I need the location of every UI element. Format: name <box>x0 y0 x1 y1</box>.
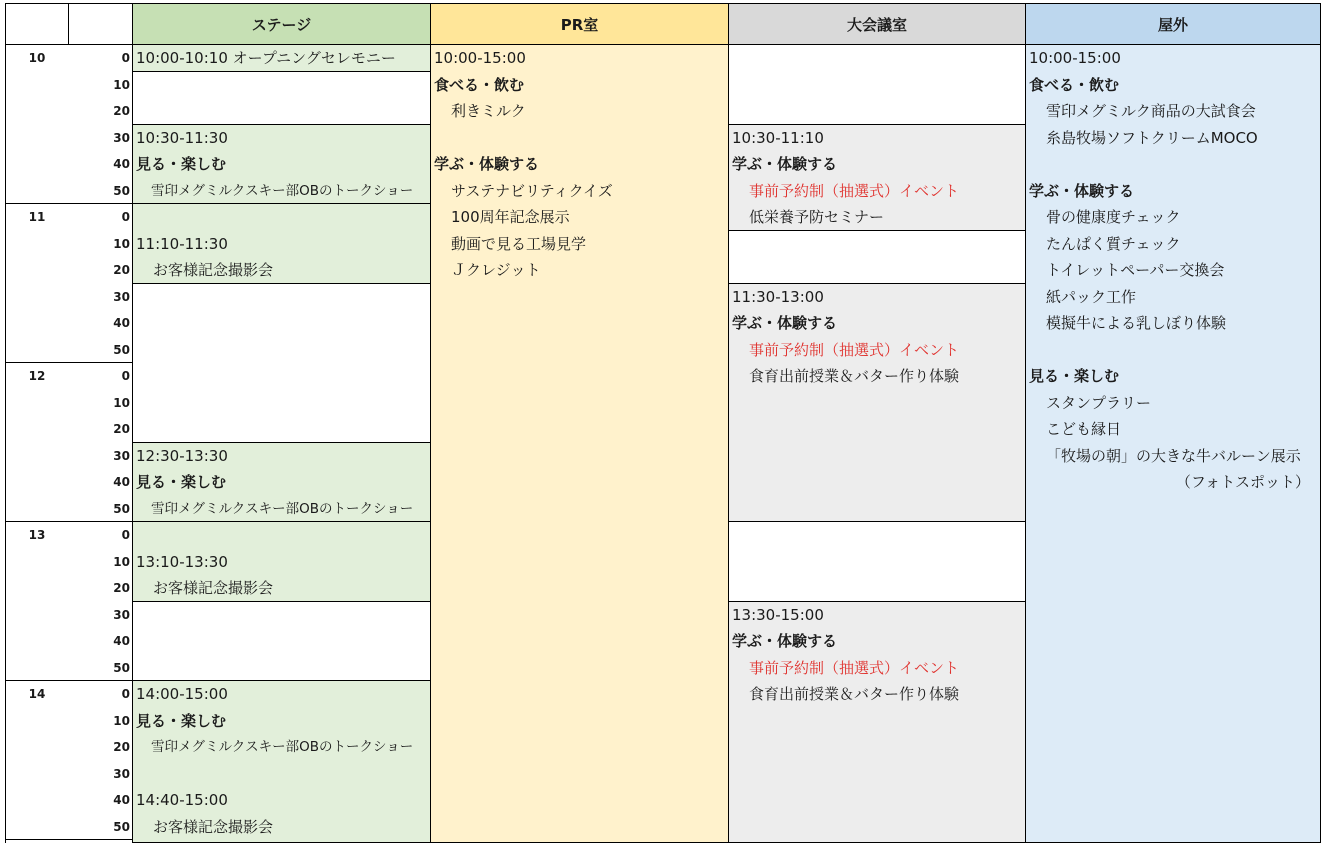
outdoor-learn-item-1: 骨の健康度チェック <box>1046 208 1181 226</box>
pr-time: 10:00-15:00 <box>434 49 526 67</box>
hour-label: 13 <box>5 522 69 681</box>
conf-2-category: 学ぶ・体験する <box>732 314 838 332</box>
outdoor-block <box>1026 45 1321 843</box>
stage-block-talk-2 <box>133 443 431 523</box>
outdoor-learn-item-4: 紙パック工作 <box>1046 287 1137 306</box>
stage-final-time: 14:00-15:00 <box>136 685 228 703</box>
outdoor-category-enjoy: 見る・楽しむ <box>1029 367 1120 385</box>
hour-label: 12 <box>5 363 69 522</box>
hour-label: 10 <box>5 45 69 204</box>
pr-category-eat: 食べる・飲む <box>434 75 525 94</box>
minute-label: 10 <box>113 395 130 410</box>
stage-photo-1-time: 11:10-11:30 <box>136 234 228 253</box>
stage-block-opening <box>133 45 431 72</box>
conf-2-title: 食育出前授業＆バター作り体験 <box>749 367 960 385</box>
left-border <box>5 3 6 843</box>
outdoor-enjoy-item-2: こども縁日 <box>1046 420 1122 438</box>
stage-empty-2 <box>133 284 431 443</box>
minute-label: 10 <box>113 554 130 569</box>
pr-item-2: 100周年記念展示 <box>451 208 570 226</box>
outdoor-category-eat: 食べる・飲む <box>1029 75 1120 94</box>
outdoor-learn-item-2: たんぱく質チェック <box>1046 234 1181 253</box>
minute-label: 20 <box>113 422 130 436</box>
conf-3-title: 食育出前授業＆バター作り体験 <box>749 685 960 703</box>
stage-final-category: 見る・楽しむ <box>136 711 227 730</box>
outdoor-enjoy-item-3-note: （フォトスポット） <box>1175 473 1310 491</box>
conf-3-time: 13:30-15:00 <box>732 605 824 624</box>
minute-label: 0 <box>121 369 130 383</box>
header-stage: ステージ <box>133 3 431 45</box>
minute-label: 20 <box>113 581 130 595</box>
stage-empty-1 <box>133 72 431 125</box>
minute-label: 40 <box>113 157 130 171</box>
stage-final-photo-time: 14:40-15:00 <box>136 791 228 809</box>
minute-label: 40 <box>113 475 130 489</box>
conf-2-reservation-note: 事前予約制（抽選式）イベント <box>749 340 960 359</box>
minute-label: 40 <box>113 634 130 648</box>
conf-1-title: 低栄養予防セミナー <box>749 208 885 226</box>
minute-label: 50 <box>69 337 133 364</box>
header-outdoor: 屋外 <box>1026 3 1321 45</box>
hour-label: 11 <box>5 204 69 363</box>
minute-label: 50 <box>69 178 133 205</box>
minute-label: 30 <box>113 130 130 145</box>
outdoor-enjoy-item-1: スタンプラリー <box>1046 393 1152 412</box>
header-hour-blank <box>5 3 69 45</box>
schedule-sheet <box>5 3 1321 843</box>
minute-label: 10 <box>113 713 130 728</box>
stage-talk-2-time: 12:30-13:30 <box>136 446 228 465</box>
stage-opening-text: 10:00-10:10 オープニングセレモニー <box>136 49 396 67</box>
stage-block-photo-1 <box>133 204 431 284</box>
minute-label: 50 <box>69 496 133 523</box>
minute-label: 10 <box>113 236 130 251</box>
stage-final-talk-title: 雪印メグミルクスキー部OBのトークショー <box>151 739 414 755</box>
stage-empty-3 <box>133 602 431 682</box>
stage-talk-1-time: 10:30-11:30 <box>136 128 228 147</box>
minute-label: 0 <box>121 51 130 65</box>
minute-column-border <box>132 3 133 843</box>
outdoor-eat-item-2: 糸島牧場ソフトクリームMOCO <box>1046 128 1258 147</box>
conf-block-2 <box>729 284 1026 523</box>
minute-label: 20 <box>113 104 130 118</box>
pr-item-milk-tasting: 利きミルク <box>451 102 526 120</box>
stage-block-final <box>133 681 431 843</box>
outdoor-learn-item-5: 模擬牛による乳しぼり体験 <box>1046 314 1227 332</box>
hour-label: 14 <box>5 681 69 840</box>
minute-label: 50 <box>69 655 133 682</box>
minute-label: 10 <box>113 77 130 92</box>
minute-label: 20 <box>113 740 130 754</box>
conf-block-1 <box>729 125 1026 231</box>
outdoor-enjoy-item-3: 「牧場の朝」の大きな牛バルーン展示 <box>1046 446 1301 465</box>
pr-room-block <box>431 45 729 843</box>
pr-category-learn: 学ぶ・体験する <box>434 155 540 173</box>
conf-3-category: 学ぶ・体験する <box>732 632 838 650</box>
minute-label: 30 <box>113 766 130 781</box>
stage-block-talk-1 <box>133 125 431 205</box>
minute-label: 0 <box>121 528 130 542</box>
minute-label: 50 <box>69 814 133 841</box>
outdoor-learn-item-3: トイレットペーパー交換会 <box>1046 261 1225 279</box>
stage-photo-2-title: お客様記念撮影会 <box>153 579 274 597</box>
pr-item-3: 動画で見る工場見学 <box>451 234 587 253</box>
stage-block-photo-2 <box>133 522 431 602</box>
conf-1-category: 学ぶ・体験する <box>732 155 838 173</box>
minute-label: 0 <box>121 210 130 224</box>
header-conference-room: 大会議室 <box>729 3 1026 45</box>
stage-talk-2-title: 雪印メグミルクスキー部OBのトークショー <box>151 500 414 517</box>
conf-1-reservation-note: 事前予約制（抽選式）イベント <box>749 181 960 200</box>
pr-item-4: Ｊクレジット <box>451 261 541 279</box>
minute-label: 40 <box>113 316 130 330</box>
minute-label: 0 <box>121 687 130 701</box>
minute-label: 20 <box>113 263 130 277</box>
conf-3-reservation-note: 事前予約制（抽選式）イベント <box>749 658 960 677</box>
conf-empty-2 <box>729 231 1026 284</box>
stage-talk-1-title: 雪印メグミルクスキー部OBのトークショー <box>151 182 414 199</box>
outdoor-eat-item-1: 雪印メグミルク商品の大試食会 <box>1046 102 1256 120</box>
pr-item-1: サステナビリティクイズ <box>451 181 613 200</box>
stage-final-photo-title: お客様記念撮影会 <box>153 817 274 836</box>
stage-talk-2-category: 見る・楽しむ <box>136 473 227 491</box>
conf-empty-1 <box>729 45 1026 125</box>
header-pr-room: PR室 <box>431 3 729 45</box>
stage-talk-1-category: 見る・楽しむ <box>136 155 227 173</box>
minute-label: 30 <box>113 289 130 304</box>
conf-1-time: 10:30-11:10 <box>732 128 824 147</box>
conf-2-time: 11:30-13:00 <box>732 287 824 306</box>
outdoor-time: 10:00-15:00 <box>1029 49 1121 67</box>
stage-photo-1-title: お客様記念撮影会 <box>153 261 274 279</box>
conf-empty-3 <box>729 522 1026 602</box>
stage-photo-2-time: 13:10-13:30 <box>136 552 228 571</box>
minute-label: 30 <box>113 607 130 622</box>
minute-label: 40 <box>113 793 130 807</box>
header-minute-blank <box>69 3 133 45</box>
minute-label: 30 <box>113 448 130 463</box>
conf-block-3 <box>729 602 1026 844</box>
outdoor-category-learn: 学ぶ・体験する <box>1029 181 1135 200</box>
